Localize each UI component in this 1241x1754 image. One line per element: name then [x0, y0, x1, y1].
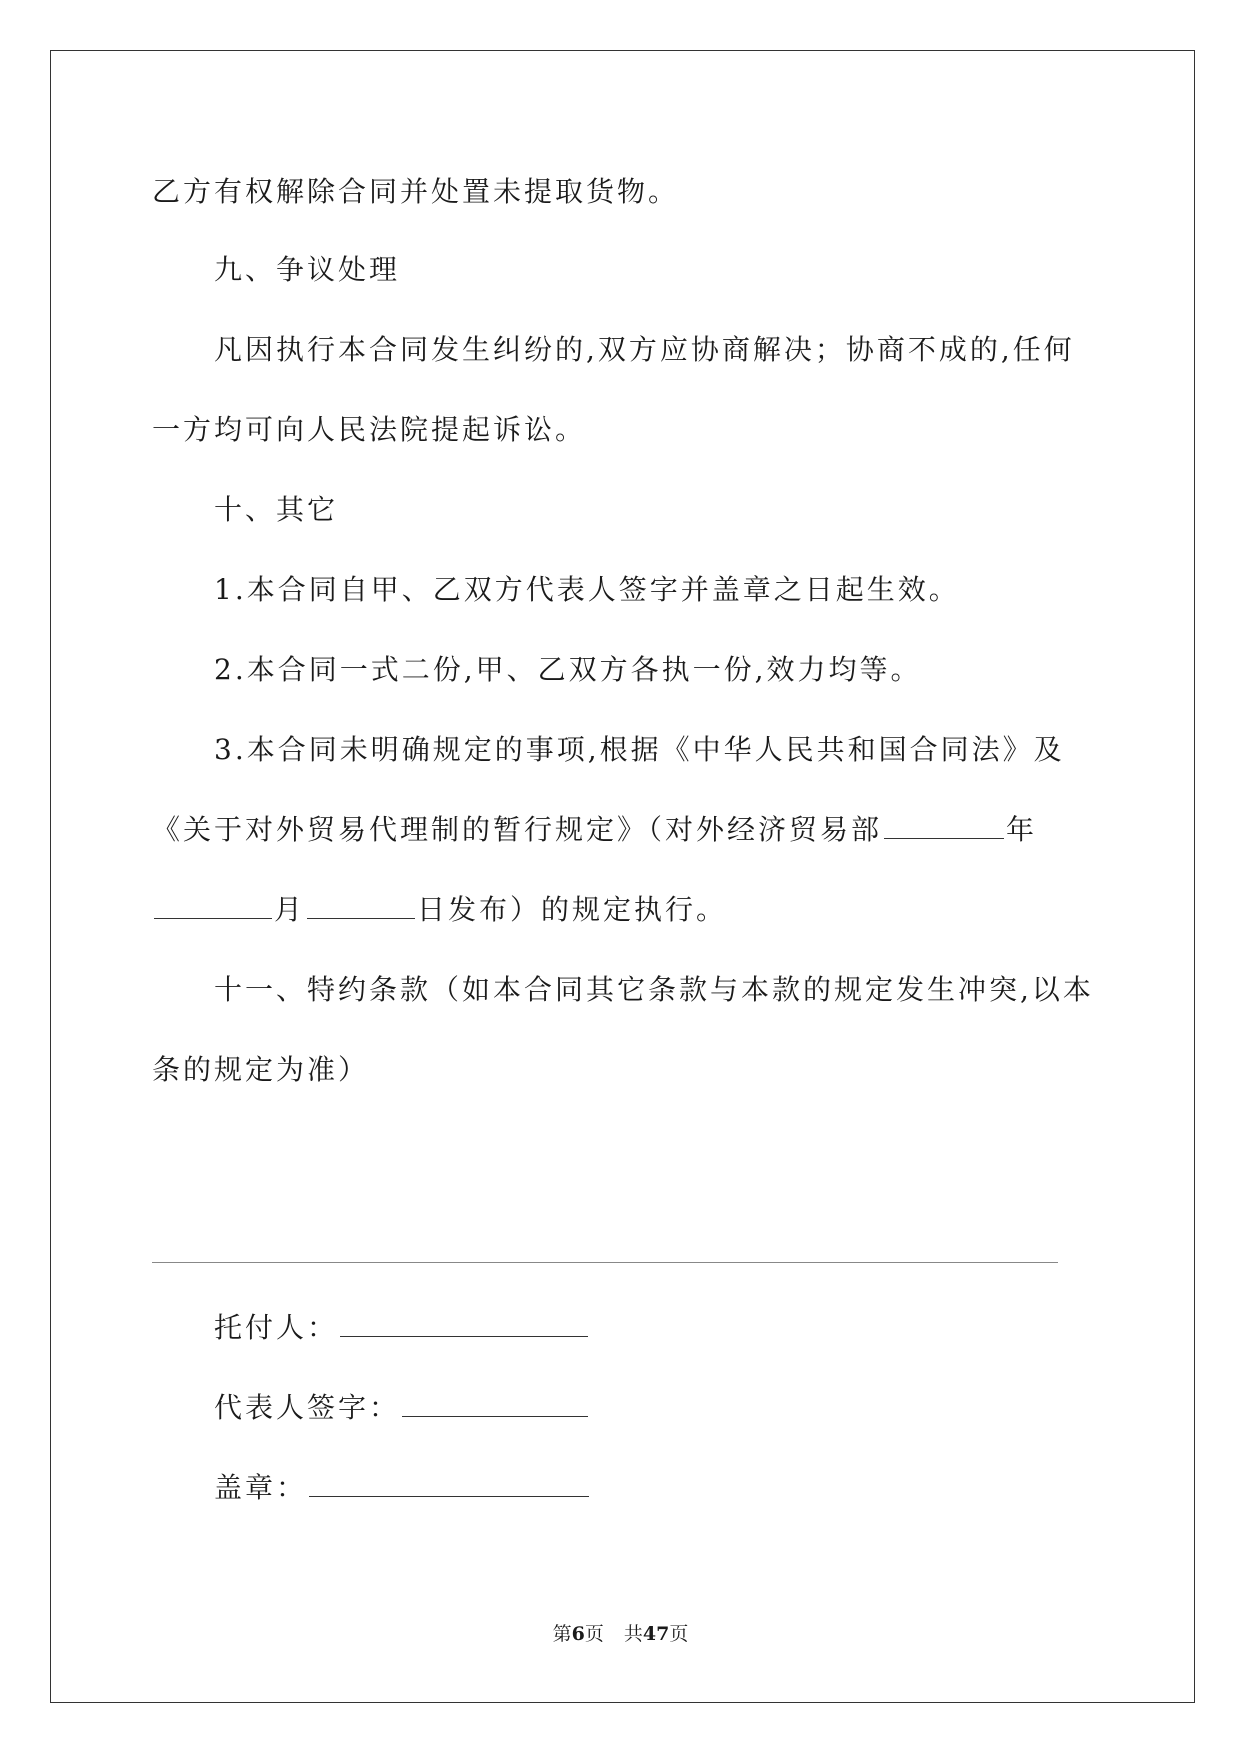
page-footer: [0, 1622, 1241, 1646]
paragraph-line: 凡因执行本合同发生纠纷的,双方应协商解决；协商不成的,任何: [214, 333, 1075, 366]
clause-item-1: 1.本合同自甲、乙双方代表人签字并盖章之日起生效。: [214, 573, 960, 606]
clause-item-2: 2.本合同一式二份,甲、乙双方各执一份,效力均等。: [214, 653, 922, 686]
paragraph-line: 条的规定为准）: [152, 1053, 370, 1086]
year-blank: [884, 810, 1004, 839]
paragraph-line: [152, 810, 1037, 850]
page-number: 6: [571, 1623, 585, 1645]
paragraph-line: [152, 890, 727, 930]
paragraph-line: 乙方有权解除合同并处置未提取货物。: [152, 175, 680, 208]
representative-blank: [402, 1388, 588, 1417]
seal-label: 盖章：: [214, 1471, 308, 1504]
representative-signature-line: [214, 1388, 590, 1428]
regulation-title: 《关于对外贸易代理制的暂行规定》（对外经济贸易部: [152, 813, 883, 846]
month-blank: [154, 890, 272, 919]
seal-line: [214, 1468, 591, 1508]
page-prefix: 第: [552, 1623, 572, 1645]
day-blank: [307, 890, 415, 919]
year-label: 年: [1006, 813, 1038, 846]
clause-item-3: 3.本合同未明确规定的事项,根据《中华人民共和国合同法》及: [214, 733, 1065, 766]
section-heading-dispute: 九、争议处理: [214, 253, 401, 286]
total-prefix: 共: [623, 1623, 643, 1645]
paragraph-line: 一方均可向人民法院提起诉讼。: [152, 413, 587, 446]
total-suffix: 页: [669, 1623, 689, 1645]
separator-line: [152, 1262, 1058, 1263]
month-label: 月: [274, 893, 306, 926]
section-heading-special: 十一、特约条款（如本合同其它条款与本款的规定发生冲突,以本: [214, 973, 1094, 1006]
consignor-blank: [340, 1308, 588, 1337]
total-pages: 47: [642, 1623, 670, 1645]
seal-blank: [309, 1468, 589, 1497]
consignor-label: 托付人：: [214, 1311, 339, 1344]
page-border: [50, 50, 1195, 1703]
publish-text: 日发布）的规定执行。: [417, 893, 728, 926]
consignor-signature-line: [214, 1308, 590, 1348]
page-suffix: 页: [584, 1623, 604, 1645]
section-heading-other: 十、其它: [214, 493, 339, 526]
representative-label: 代表人签字：: [214, 1391, 401, 1424]
